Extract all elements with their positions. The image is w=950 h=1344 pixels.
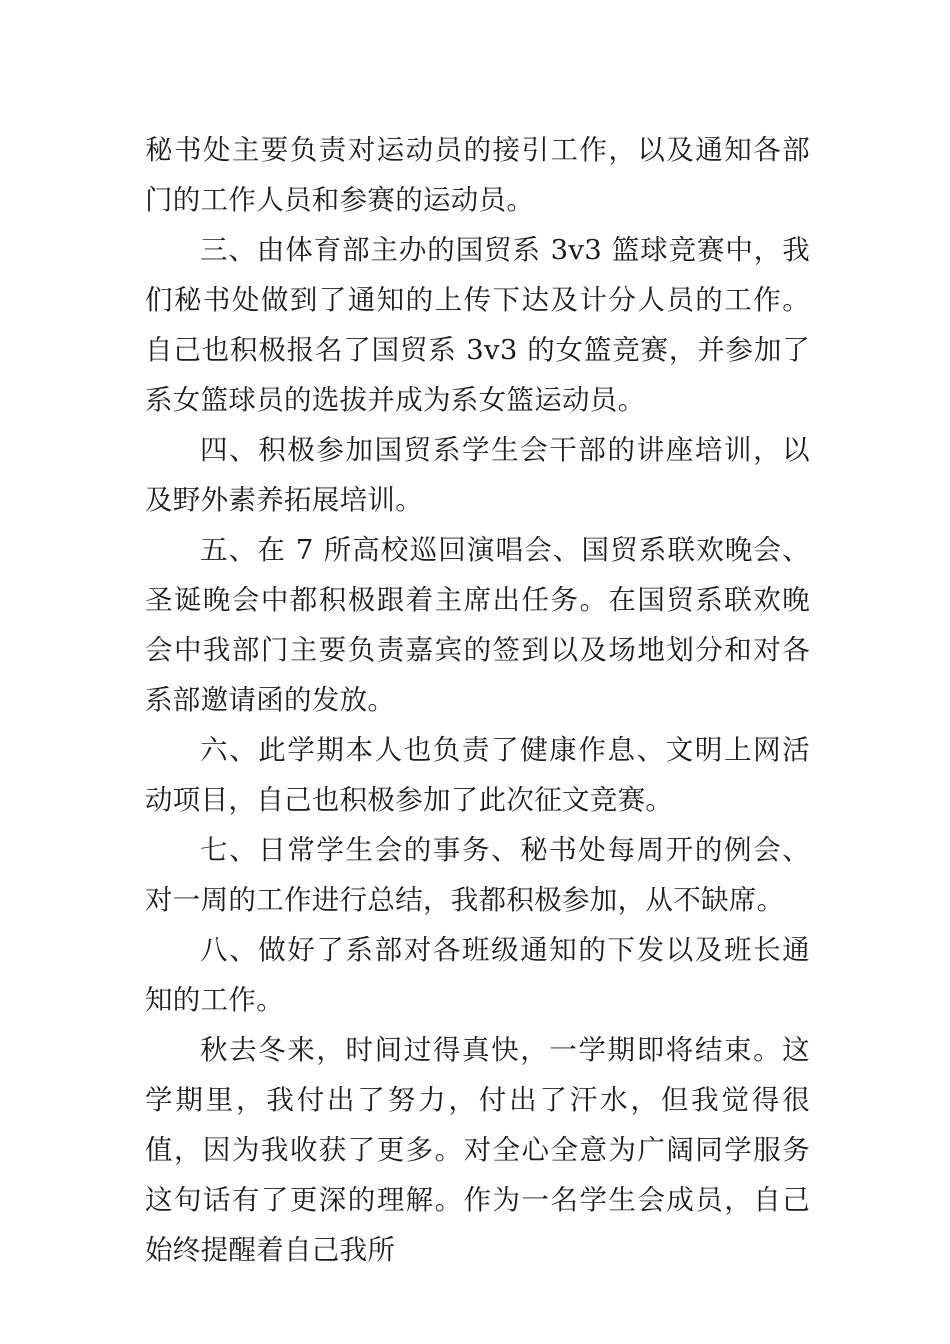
paragraph-item-3: 三、由体育部主办的国贸系 3v3 篮球竞赛中，我们秘书处做到了通知的上传下达及计分人员的工作。自己也积极报名了国贸系 3v3 的女篮竞赛，并参加了系女篮球员的选拔并成为系女篮运动员。: [145, 234, 810, 416]
paragraph-item-6: 六、此学期本人也负责了健康作息、文明上网活动项目，自己也积极参加了此次征文竞赛。: [145, 734, 810, 816]
paragraph-conclusion: 秋去冬来，时间过得真快，一学期即将结束。这学期里，我付出了努力，付出了汗水，但我觉得很值，因为我收获了更多。对全心全意为广阔同学服务这句话有了更深的理解。作为一名学生会成员，自己始终提醒着自己我所: [145, 1034, 810, 1266]
paragraph-item-8: 八、做好了系部对各班级通知的下发以及班长通知的工作。: [145, 934, 810, 1016]
paragraph-continuation: 秘书处主要负责对运动员的接引工作，以及通知各部门的工作人员和参赛的运动员。: [145, 134, 810, 216]
document-body: [145, 125, 810, 1275]
paragraph-item-5: 五、在 7 所高校巡回演唱会、国贸系联欢晚会、圣诞晚会中都积极跟着主席出任务。在国贸系联欢晚会中我部门主要负责嘉宾的签到以及场地划分和对各系部邀请函的发放。: [145, 534, 810, 716]
paragraph-item-7: 七、日常学生会的事务、秘书处每周开的例会、对一周的工作进行总结，我都积极参加，从不缺席。: [145, 834, 810, 916]
paragraph-item-4: 四、积极参加国贸系学生会干部的讲座培训，以及野外素养拓展培训。: [145, 434, 810, 516]
